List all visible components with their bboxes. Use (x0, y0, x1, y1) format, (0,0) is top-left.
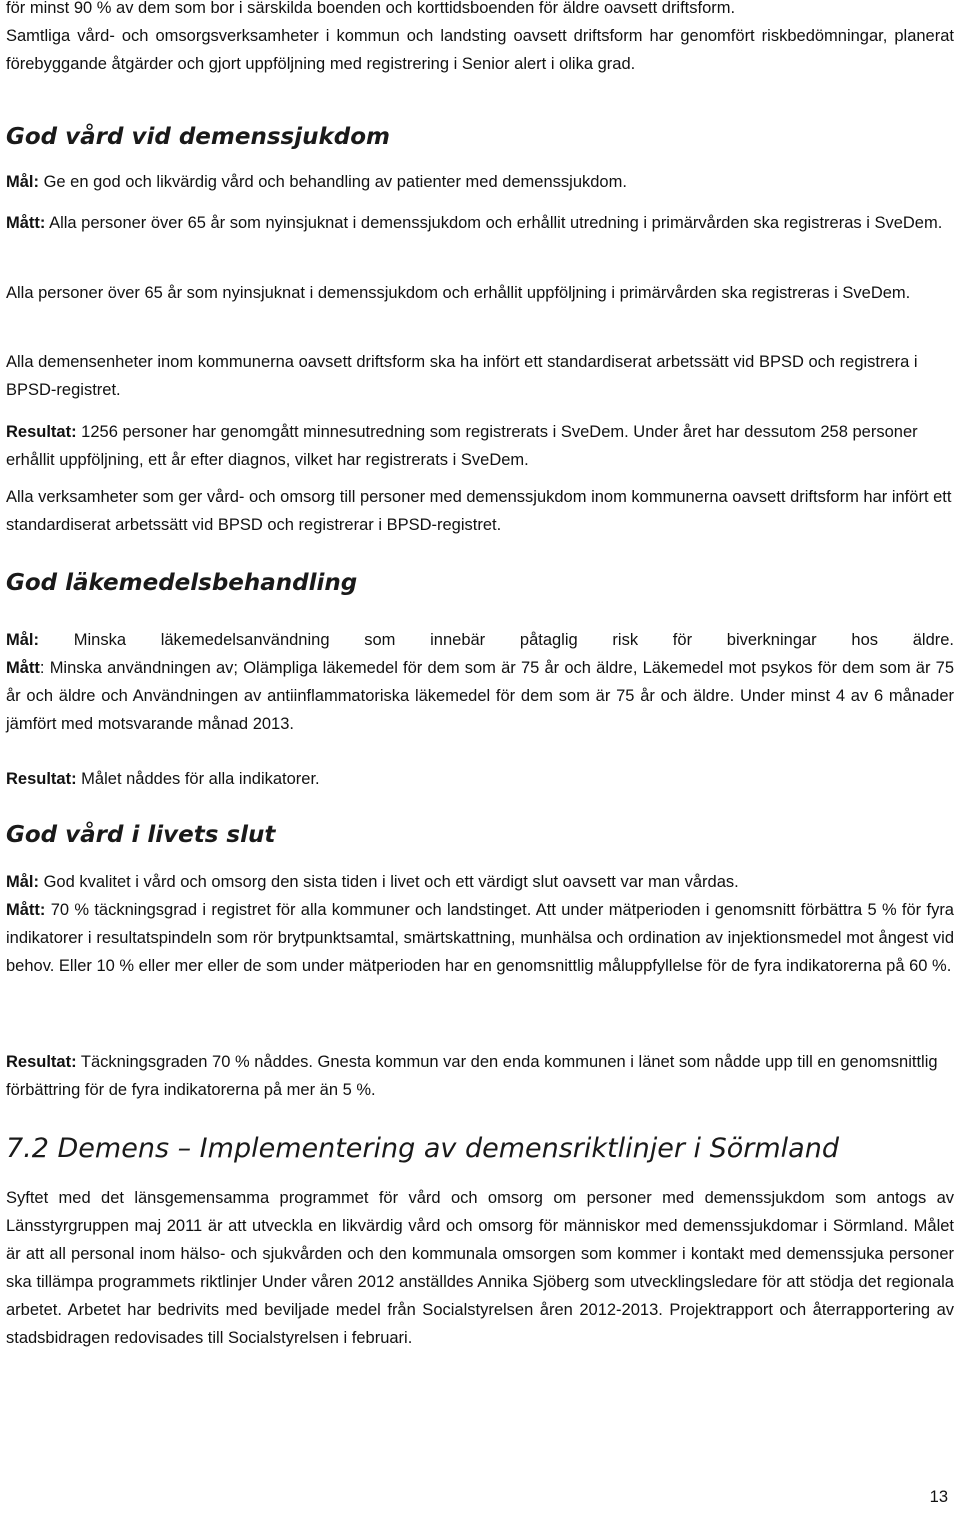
dementia-result-2: Alla verksamheter som ger vård- och omsorg till personer med demenssjukdom inom kommunerna oavsett driftsform har infört ett standardiserat arbetssätt vid BPSD och registrerar i BPSD-registret. (6, 488, 952, 534)
heading-medication: God läkemedelsbehandling (6, 570, 358, 596)
dementia-measure-2: Alla personer över 65 år som nyinsjuknat i demenssjukdom och erhållit uppföljning i primärvården ska registreras i SveDem. (6, 284, 911, 302)
goal-label: Mål: (6, 173, 39, 191)
result-label: Resultat: (6, 423, 77, 441)
goal-label: Mål: (6, 873, 39, 891)
dementia-measure-3: Alla demensenheter inom kommunerna oavsett driftsform ska ha infört ett standardiserat arbetssätt vid BPSD och registrera i BPSD-registret. (6, 353, 918, 399)
result-text: Täckningsgraden 70 % nåddes. Gnesta kommun var den enda kommunen i länet som nådde upp till en genomsnittlig förbättring för de fyra indikatorerna på mer än 5 %. (6, 1053, 938, 1099)
medication-result (6, 765, 954, 793)
medication-measure (6, 654, 954, 738)
result-label: Resultat: (6, 1053, 77, 1071)
dementia-measure (6, 209, 954, 237)
section72-body: Syftet med det länsgemensamma programmet för vård och omsorg om personer med demenssjukdom som antogs av Länsstyrgruppen maj 2011 är att utveckla en likvärdig vård och omsorg för människor med demenssjukdomar i Sörmland. Målet är att all personal inom hälso- och sjukvården och den kommunala omsorgen som kommer i kontakt med demenssjuka personer ska tillämpa programmets riktlinjer Under våren 2012 anställdes Annika Sjöberg som utvecklingsledare för att stödja det regionala arbetet. Arbetet har bedrivits med beviljade medel från Socialstyrelsen åren 2012-2013. Projektrapport och återrapportering av stadsbidragen redovisades till Socialstyrelsen i februari. (6, 1189, 954, 1347)
heading-section-7-2: 7.2 Demens – Implementering av demensriktlinjer i Sörmland (6, 1133, 839, 1164)
measure-label: Mått: (6, 214, 46, 232)
intro-paragraph: Samtliga vård- och omsorgsverksamheter i kommun och landsting oavsett driftsform har genomfört riskbedömningar, planerat förebyggande åtgärder och gjort uppföljning med registrering i Senior alert i olika grad. (6, 27, 954, 73)
result-text: 1256 personer har genomgått minnesutredning som registrerats i SveDem. Under året har dessutom 258 personer erhållit uppföljning, ett år efter diagnos, vilket har registrerats i SveDem. (6, 423, 918, 469)
intro-line: för minst 90 % av dem som bor i särskilda boenden och korttidsboenden för äldre oavsett driftsform. (6, 0, 736, 17)
endoflife-goal (6, 868, 954, 896)
measure-label: Mått (6, 659, 40, 677)
measure-text: 70 % täckningsgrad i registret för alla kommuner och landstinget. Att under mätperioden i genomsnitt förbättra 5 % för fyra indikatorer i resultatspindeln som rör brytpunktsamtal, smärtskattning, munhälsa och ordination av injektionsmedel mot ångest vid behov. Eller 10 % eller mer eller de som under mätperioden har en genomsnittlig måluppfyllelse för de fyra indikatorerna på 60 %. (6, 901, 954, 975)
heading-dementia-care: God vård vid demenssjukdom (6, 124, 390, 150)
goal-text: Ge en god och likvärdig vård och behandling av patienter med demenssjukdom. (39, 173, 627, 191)
goal-text: Minska läkemedelsanvändning som innebär påtaglig risk för biverkningar hos äldre. (39, 631, 954, 649)
goal-label: Mål: (6, 631, 39, 649)
page-number: 13 (929, 1488, 948, 1506)
medication-goal (6, 626, 954, 654)
measure-label: Mått: (6, 901, 46, 919)
endoflife-measure (6, 896, 954, 980)
measure-text: : Minska användningen av; Olämpliga läkemedel för dem som är 75 år och äldre, Läkemedel mot psykos för dem som är 75 år och äldre och Användningen av antiinflammatoriska läkemedel för dem som är 75 år och äldre. Under minst 4 av 6 månader jämfört med motsvarande månad 2013. (6, 659, 954, 733)
result-label: Resultat: (6, 770, 77, 788)
result-text: Målet nåddes för alla indikatorer. (76, 770, 320, 788)
heading-end-of-life: God vård i livets slut (6, 822, 276, 848)
goal-text: God kvalitet i vård och omsorg den sista tiden i livet och ett värdigt slut oavsett var man vårdas. (39, 873, 739, 891)
dementia-result (6, 418, 954, 474)
endoflife-result (6, 1048, 954, 1104)
dementia-goal (6, 168, 954, 196)
measure-text: Alla personer över 65 år som nyinsjuknat i demenssjukdom och erhållit utredning i primärvården ska registreras i SveDem. (45, 214, 943, 232)
